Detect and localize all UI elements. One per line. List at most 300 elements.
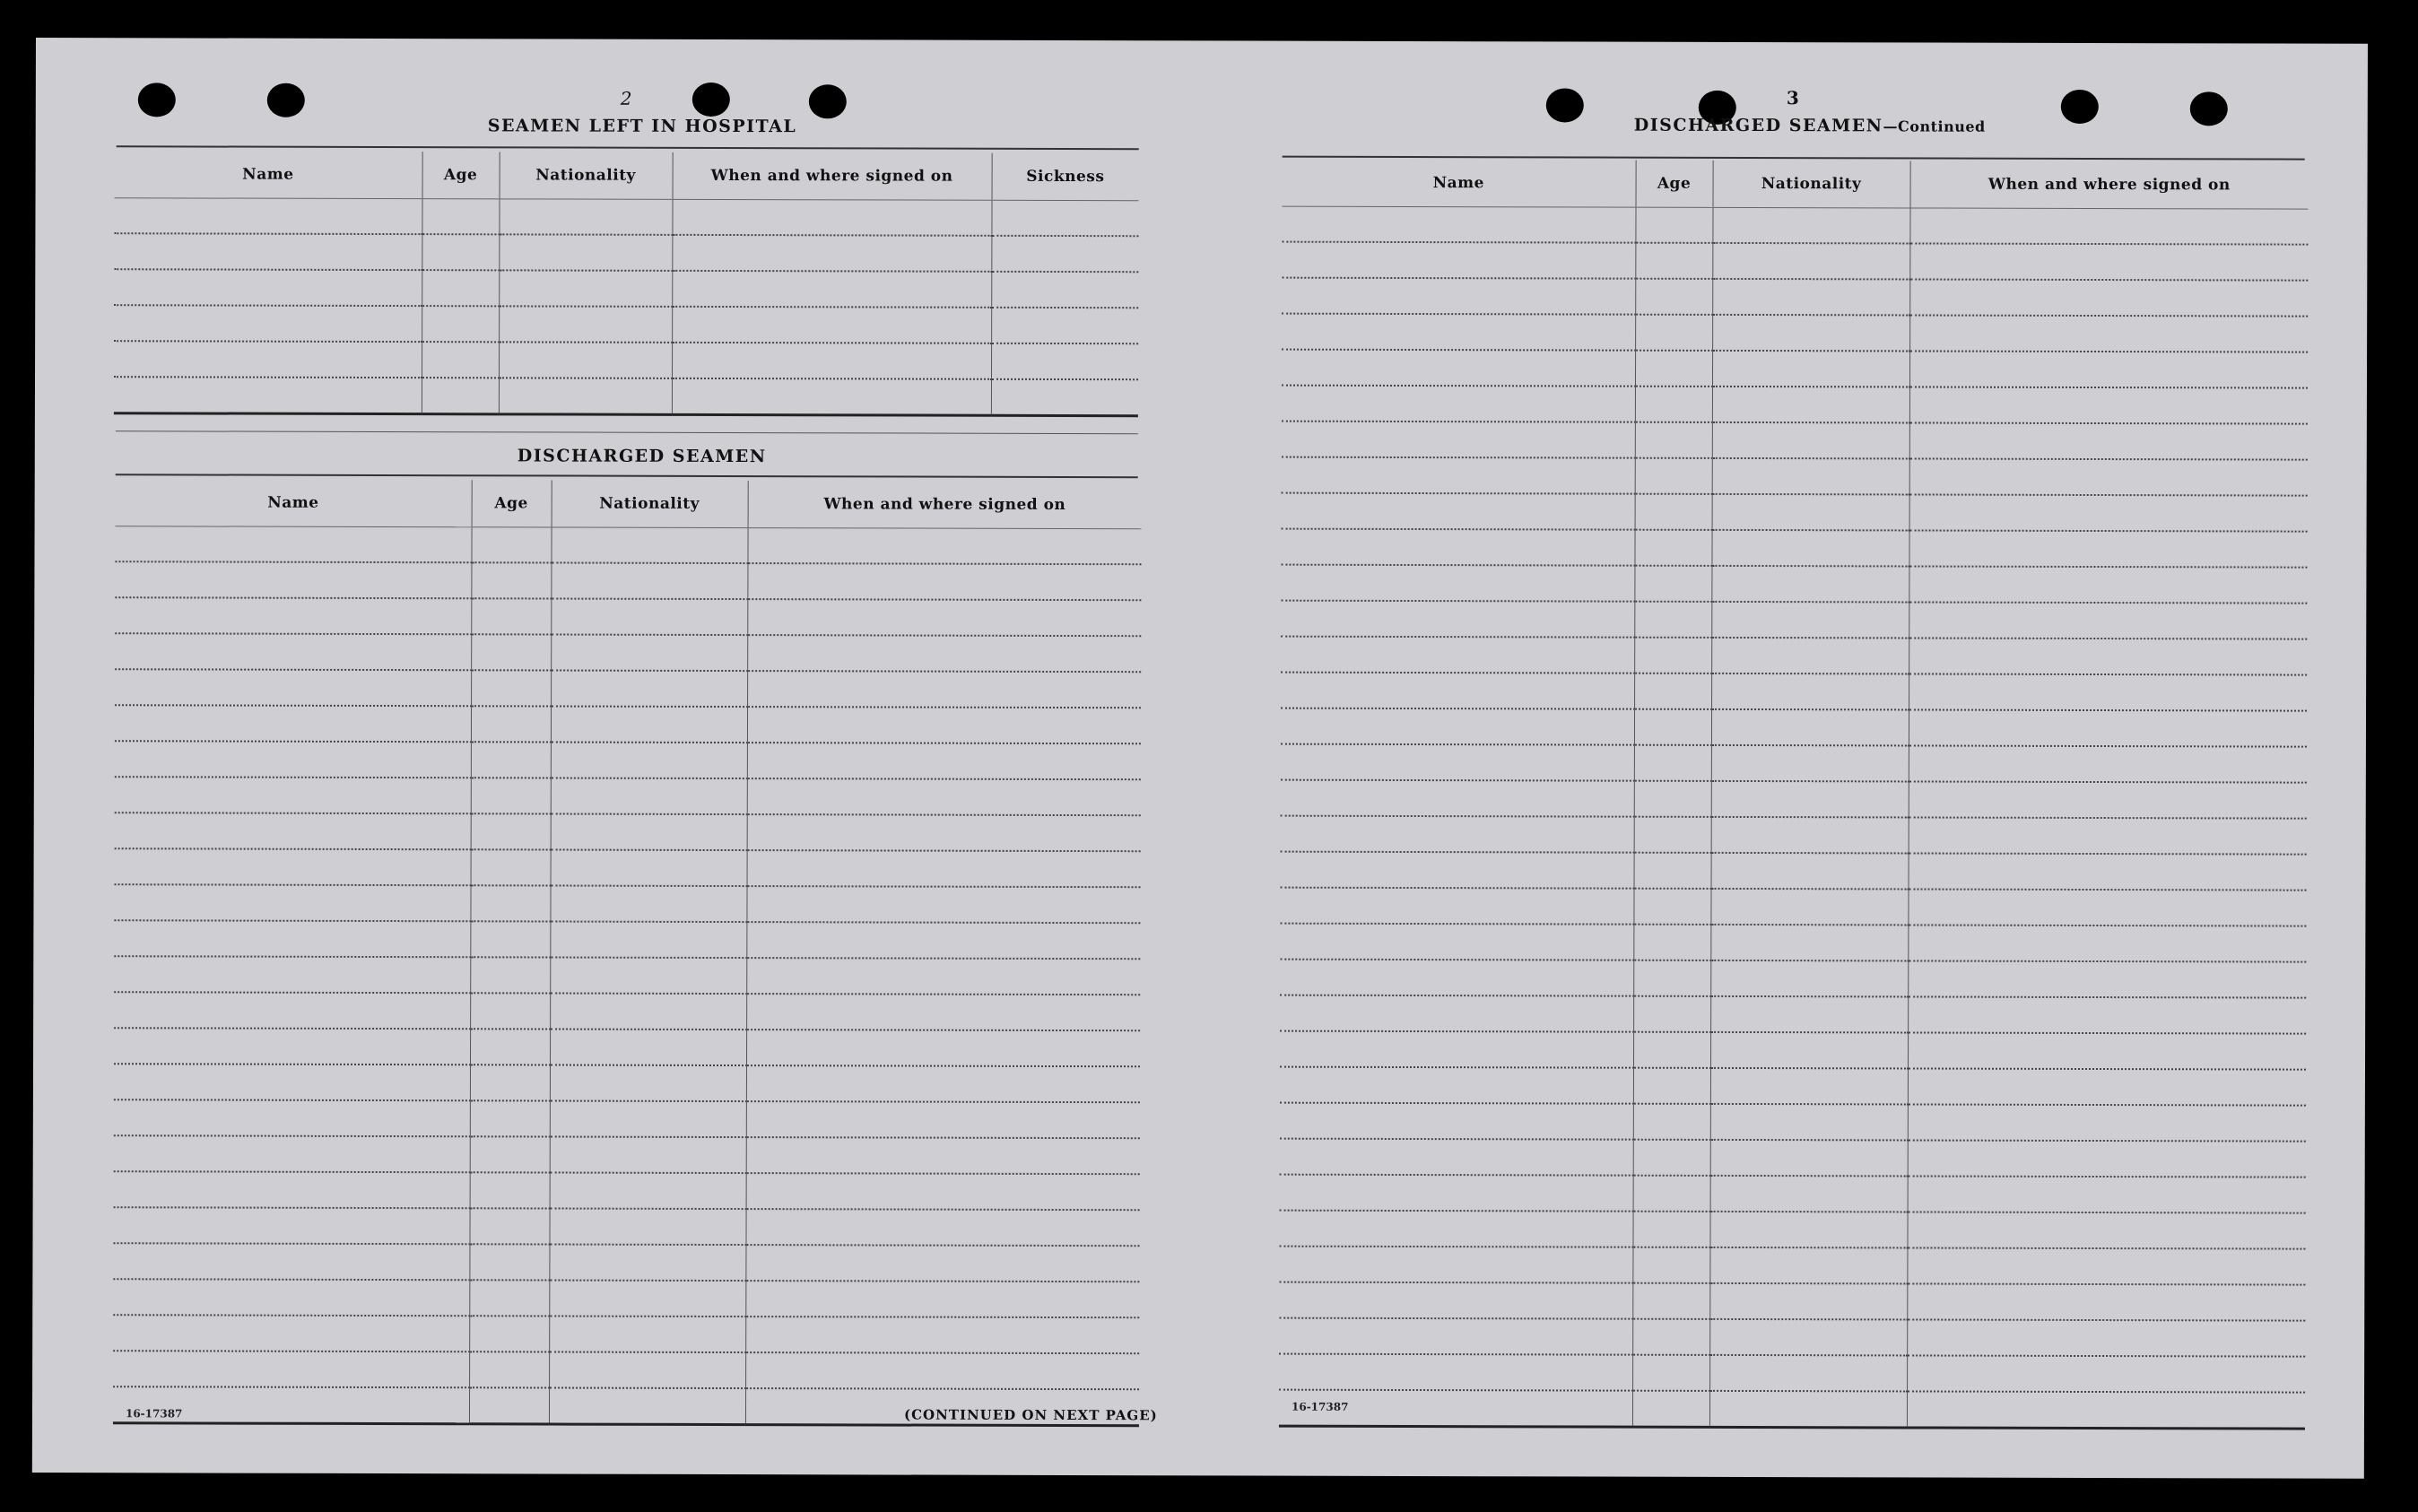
blank-cell (470, 1172, 550, 1208)
blank-cell (551, 743, 747, 779)
blank-cell (991, 272, 1138, 308)
blank-row (1280, 924, 2306, 962)
blank-cell (1907, 1391, 2305, 1429)
punch-hole (692, 83, 730, 117)
blank-cell (1711, 853, 1909, 890)
blank-cell (1909, 208, 2308, 245)
blank-cell (115, 812, 471, 849)
form-code-left: 16-17387 (125, 1407, 183, 1421)
discharged-table-right (1279, 160, 2309, 1430)
blank-cell (499, 199, 672, 235)
blank-cell (1635, 458, 1712, 494)
blank-cell (1632, 1212, 1709, 1247)
blank-cell (747, 563, 1141, 600)
divider (117, 145, 1139, 150)
blank-cell (1281, 673, 1634, 709)
blank-cell (1709, 1319, 1907, 1356)
blank-cell (746, 958, 1140, 995)
blank-cell (549, 1209, 745, 1246)
blank-row (1280, 1139, 2306, 1177)
blank-cell (115, 705, 471, 742)
blank-cell (1711, 638, 1909, 674)
blank-row (113, 1243, 1139, 1282)
blank-row (114, 305, 1138, 343)
blank-row (115, 526, 1141, 564)
blank-cell (1909, 817, 2307, 854)
discharged-continued-title (1634, 116, 1986, 136)
blank-cell (1907, 1283, 2305, 1320)
blank-row (1281, 673, 2307, 711)
blank-cell (1909, 351, 2308, 387)
blank-cell (422, 378, 499, 414)
blank-cell (471, 562, 551, 598)
ledger-sheet (32, 38, 2368, 1479)
blank-cell (1280, 924, 1633, 960)
blank-cell (1633, 1104, 1710, 1140)
blank-cell (1908, 925, 2306, 961)
blank-cell (550, 1173, 746, 1210)
blank-cell (471, 813, 551, 849)
blank-cell (1909, 422, 2308, 459)
title-main: DISCHARGED SEAMEN (1633, 115, 1883, 136)
blank-cell (499, 270, 672, 307)
blank-cell (1280, 960, 1633, 996)
blank-cell (1635, 279, 1712, 315)
blank-cell (1712, 243, 1909, 280)
blank-cell (672, 235, 991, 272)
blank-row (1280, 1031, 2306, 1070)
blank-row (115, 705, 1141, 743)
blank-row (114, 377, 1138, 415)
blank-cell (114, 1028, 470, 1064)
blank-cell (1907, 1319, 2305, 1356)
blank-cell (549, 1316, 745, 1353)
blank-cell (1634, 745, 1711, 781)
blank-row (1279, 1211, 2305, 1249)
blank-cell (1909, 638, 2307, 674)
blank-cell (114, 1064, 470, 1100)
blank-cell (551, 563, 747, 600)
blank-cell (1635, 494, 1712, 530)
blank-cell (114, 992, 470, 1029)
blank-row (1282, 386, 2308, 424)
blank-cell (113, 1207, 469, 1244)
blank-cell (115, 669, 471, 706)
blank-cell (471, 849, 551, 885)
blank-cell (1280, 1067, 1633, 1104)
blank-row (1281, 565, 2307, 604)
blank-cell (114, 884, 470, 921)
blank-cell (1632, 1391, 1709, 1428)
blank-row (114, 1099, 1140, 1138)
blank-cell (471, 527, 551, 563)
blank-cell (1712, 422, 1909, 459)
blank-cell (1282, 386, 1635, 422)
blank-cell (1710, 996, 1908, 1033)
blank-cell (1909, 781, 2307, 818)
column-header: Age (1636, 161, 1713, 208)
column-header: When and where signed on (673, 152, 992, 200)
blank-cell (1282, 314, 1635, 351)
blank-cell (114, 956, 470, 993)
blank-cell (1710, 1176, 1908, 1212)
blank-cell (1908, 1140, 2306, 1177)
blank-cell (747, 635, 1141, 672)
blank-cell (1909, 243, 2308, 280)
blank-row (1280, 888, 2306, 926)
blank-cell (1280, 995, 1633, 1032)
blank-cell (747, 743, 1141, 779)
punch-hole (138, 83, 176, 117)
blank-cell (1282, 457, 1635, 494)
blank-cell (1710, 925, 1908, 961)
blank-cell (1711, 817, 1909, 854)
blank-cell (1633, 996, 1710, 1032)
blank-cell (114, 233, 422, 270)
blank-cell (1280, 1103, 1633, 1140)
blank-row (114, 992, 1140, 1030)
blank-cell (1279, 1318, 1632, 1355)
blank-cell (747, 671, 1141, 708)
page-number-left: 2 (620, 87, 632, 109)
blank-cell (1634, 781, 1711, 817)
blank-cell (551, 778, 747, 815)
blank-cell (1281, 529, 1634, 566)
blank-cell (747, 707, 1141, 743)
blank-row (1282, 314, 2308, 352)
blank-cell (1635, 422, 1712, 458)
blank-row (1281, 601, 2307, 639)
blank-cell (1280, 1175, 1633, 1212)
discharged-section-title: DISCHARGED SEAMEN (517, 446, 767, 467)
blank-cell (1712, 279, 1909, 316)
blank-row (114, 233, 1138, 272)
blank-cell (1632, 1247, 1709, 1283)
blank-cell (1633, 889, 1710, 925)
blank-cell (1635, 207, 1712, 243)
blank-cell (746, 1065, 1140, 1102)
blank-cell (550, 1065, 746, 1102)
blank-row (114, 269, 1138, 308)
blank-cell (1909, 387, 2308, 423)
blank-row (114, 1064, 1140, 1102)
punch-hole (267, 83, 305, 117)
blank-cell (1282, 421, 1635, 458)
blank-cell (1908, 889, 2306, 925)
blank-row (1282, 278, 2308, 317)
column-header: Nationality (500, 152, 673, 199)
blank-cell (114, 305, 422, 342)
blank-row (1279, 1247, 2305, 1285)
blank-row (115, 633, 1141, 672)
blank-cell (1712, 315, 1909, 352)
blank-cell (114, 198, 422, 234)
blank-row (1279, 1282, 2305, 1321)
blank-row (1282, 206, 2308, 244)
blank-cell (745, 1245, 1139, 1282)
blank-cell (1281, 565, 1634, 602)
blank-row (115, 848, 1141, 887)
blank-cell (1909, 279, 2308, 316)
blank-cell (1711, 745, 1909, 782)
blank-cell (1908, 1104, 2306, 1141)
blank-cell (991, 343, 1138, 379)
blank-row (1281, 637, 2307, 675)
blank-cell (1633, 1068, 1710, 1104)
blank-cell (1634, 709, 1711, 745)
blank-row (1281, 816, 2307, 855)
blank-cell (1282, 493, 1635, 530)
blank-row (115, 597, 1141, 636)
blank-cell (551, 707, 747, 743)
blank-cell (1909, 530, 2307, 567)
blank-cell (471, 634, 551, 670)
blank-cell (422, 270, 499, 306)
column-header: Name (115, 151, 422, 198)
punch-hole (2061, 90, 2099, 124)
blank-cell (1634, 673, 1711, 709)
title-suffix: —Continued (1883, 117, 1986, 135)
blank-row (115, 741, 1141, 779)
column-header: When and where signed on (1910, 161, 2309, 209)
blank-cell (1281, 744, 1634, 781)
column-header: When and where signed on (748, 481, 1142, 529)
blank-cell (1709, 1247, 1907, 1284)
blank-cell (1632, 1283, 1709, 1319)
blank-cell (1282, 350, 1635, 387)
blank-cell (1908, 1032, 2306, 1069)
blank-cell (1908, 996, 2306, 1033)
blank-cell (1282, 206, 1635, 243)
blank-row (113, 1207, 1139, 1246)
blank-cell (1709, 1391, 1907, 1428)
column-header: Name (1283, 160, 1636, 208)
blank-cell (114, 377, 422, 413)
punch-hole (2190, 91, 2228, 126)
blank-row (1281, 529, 2307, 568)
blank-cell (550, 1030, 746, 1066)
blank-cell (115, 741, 471, 778)
blank-cell (746, 1173, 1140, 1210)
blank-cell (991, 308, 1138, 343)
blank-cell (114, 269, 422, 306)
blank-cell (470, 1064, 550, 1100)
blank-row (1279, 1354, 2305, 1393)
blank-cell (551, 850, 747, 887)
blank-row (114, 920, 1140, 959)
blank-cell (746, 886, 1140, 923)
blank-cell (1909, 709, 2307, 746)
blank-cell (1710, 1140, 1908, 1177)
blank-cell (1634, 853, 1711, 889)
blank-cell (1281, 708, 1634, 745)
blank-cell (1711, 566, 1909, 603)
blank-cell (114, 1099, 470, 1136)
blank-cell (469, 1316, 549, 1351)
blank-row (114, 341, 1138, 379)
blank-cell (1279, 1354, 1632, 1391)
blank-cell (1712, 351, 1909, 387)
divider (116, 430, 1138, 434)
blank-cell (1710, 1032, 1908, 1069)
blank-cell (1710, 960, 1908, 997)
blank-cell (1709, 1212, 1907, 1248)
blank-cell (746, 1101, 1140, 1138)
blank-cell (746, 922, 1140, 959)
blank-cell (471, 670, 551, 706)
column-header: Age (472, 480, 552, 527)
blank-cell (1710, 1104, 1908, 1141)
blank-cell (747, 850, 1141, 887)
blank-cell (1909, 745, 2307, 782)
blank-cell (551, 671, 747, 708)
blank-cell (1279, 1282, 1632, 1319)
blank-cell (1280, 1139, 1633, 1176)
blank-cell (115, 848, 471, 885)
blank-cell (1908, 1068, 2306, 1105)
blank-row (114, 884, 1140, 923)
blank-cell (1632, 1319, 1709, 1355)
blank-cell (1710, 889, 1908, 925)
blank-cell (746, 1030, 1140, 1066)
blank-cell (672, 378, 991, 415)
blank-cell (551, 599, 747, 636)
blank-cell (549, 1281, 745, 1317)
blank-cell (1909, 566, 2307, 603)
blank-cell (1710, 1068, 1908, 1105)
blank-cell (1281, 852, 1634, 889)
blank-row (114, 1135, 1140, 1174)
blank-cell (1909, 458, 2308, 495)
blank-cell (114, 1135, 470, 1172)
blank-cell (114, 920, 470, 957)
blank-cell (1909, 853, 2307, 890)
column-header: Age (422, 152, 500, 199)
blank-cell (113, 1279, 469, 1316)
blank-cell (1633, 960, 1710, 996)
blank-cell (991, 379, 1138, 416)
blank-cell (1634, 530, 1711, 566)
column-header: Nationality (552, 481, 748, 528)
blank-cell (745, 1316, 1139, 1353)
blank-cell (469, 1387, 549, 1424)
blank-cell (747, 528, 1141, 565)
blank-cell (1908, 1176, 2306, 1212)
blank-cell (747, 814, 1141, 851)
blank-row (115, 669, 1141, 708)
blank-cell (114, 341, 422, 378)
continued-note: (CONTINUED ON NEXT PAGE) (903, 1406, 1158, 1424)
blank-cell (1908, 960, 2306, 997)
blank-cell (422, 342, 499, 378)
blank-row (113, 1351, 1139, 1389)
blank-cell (1635, 243, 1712, 279)
discharged-table-left (113, 479, 1142, 1427)
blank-cell (1280, 1031, 1633, 1068)
blank-cell (747, 599, 1141, 636)
blank-cell (1282, 242, 1635, 279)
blank-row (114, 198, 1138, 236)
blank-row (1281, 708, 2307, 747)
blank-cell (549, 1388, 745, 1425)
blank-cell (1712, 387, 1909, 423)
blank-cell (471, 598, 551, 634)
hospital-section-title: SEAMEN LEFT IN HOSPITAL (487, 116, 797, 137)
blank-row (114, 956, 1140, 995)
blank-cell (469, 1244, 549, 1280)
blank-cell (1712, 494, 1909, 531)
blank-cell (991, 200, 1138, 236)
blank-cell (1635, 387, 1712, 422)
blank-cell (1709, 1355, 1907, 1392)
column-header: Name (116, 479, 472, 527)
blank-row (1282, 493, 2308, 532)
blank-row (1281, 780, 2307, 819)
column-header: Sickness (992, 153, 1139, 201)
blank-cell (549, 1352, 745, 1389)
blank-cell (745, 1352, 1139, 1389)
blank-row (1279, 1390, 2305, 1429)
punch-hole (1546, 88, 1584, 122)
blank-cell (746, 994, 1140, 1030)
blank-cell (1633, 1176, 1710, 1212)
blank-cell (470, 1136, 550, 1172)
blank-cell (1712, 207, 1909, 243)
blank-cell (1635, 315, 1712, 351)
blank-cell (422, 306, 499, 342)
blank-cell (471, 706, 551, 742)
blank-row (1280, 1067, 2306, 1106)
blank-row (114, 1028, 1140, 1066)
blank-cell (422, 234, 499, 270)
blank-row (1281, 744, 2307, 783)
blank-row (1279, 1318, 2305, 1357)
blank-cell (550, 1101, 746, 1138)
blank-cell (746, 1137, 1140, 1174)
blank-cell (1281, 637, 1634, 673)
blank-cell (1711, 530, 1909, 567)
column-header: Nationality (1713, 161, 1910, 208)
blank-cell (469, 1351, 549, 1387)
blank-cell (672, 307, 991, 343)
page-number-right: 3 (1786, 87, 1799, 109)
blank-cell (115, 561, 471, 598)
blank-cell (551, 635, 747, 672)
blank-cell (550, 922, 746, 959)
blank-cell (745, 1281, 1139, 1317)
blank-row (1280, 995, 2306, 1034)
blank-cell (469, 1280, 549, 1316)
blank-row (115, 812, 1141, 851)
blank-cell (551, 527, 747, 563)
blank-cell (113, 1315, 469, 1351)
blank-cell (470, 921, 550, 957)
blank-row (1282, 421, 2308, 460)
blank-cell (1711, 709, 1909, 746)
blank-cell (672, 343, 991, 379)
blank-cell (499, 234, 672, 271)
blank-cell (672, 271, 991, 308)
blank-cell (470, 957, 550, 993)
blank-row (1281, 852, 2307, 891)
blank-cell (1635, 351, 1712, 387)
blank-cell (1281, 816, 1634, 853)
blank-row (1282, 242, 2308, 281)
blank-cell (499, 342, 672, 378)
blank-cell (550, 994, 746, 1030)
blank-cell (1909, 673, 2307, 710)
blank-cell (471, 742, 551, 778)
